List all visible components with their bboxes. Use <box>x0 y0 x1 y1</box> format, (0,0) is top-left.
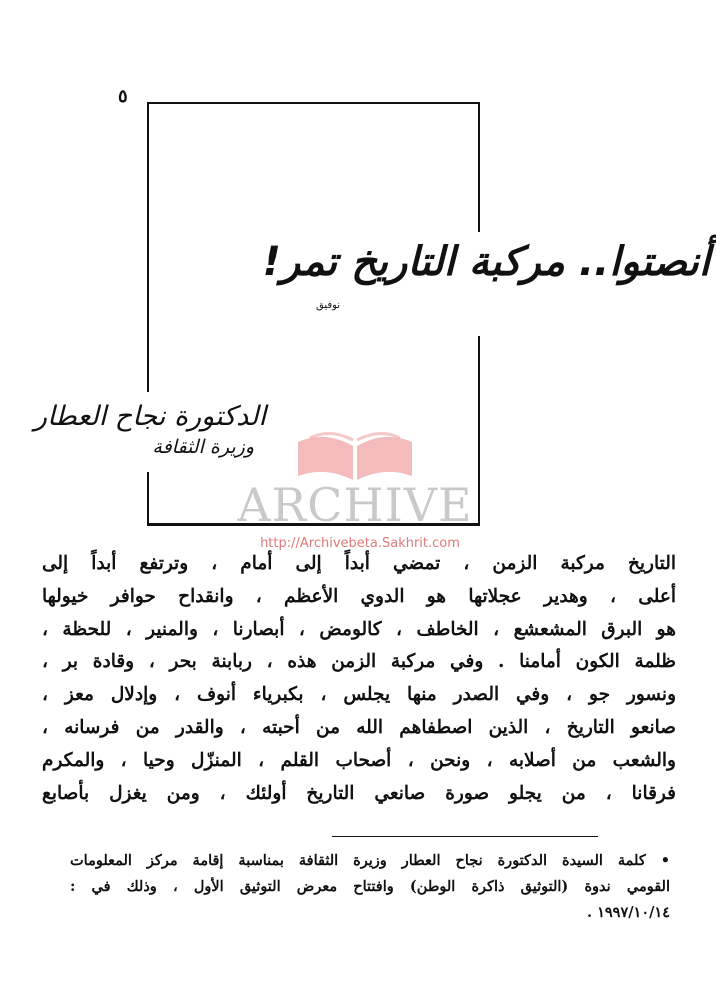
footnote-line: القومي ندوة (التوثيق ذاكرة الوطن) وافتتاح معرض التوثيق الأول ، وذلك في : <box>70 878 670 895</box>
watermark-book-left <box>298 437 353 480</box>
body-line: صانعو التاريخ ، الذين اصطفاهم الله من أحبته ، والقدر من فرسانه ، <box>42 716 676 738</box>
watermark-text: ARCHIVE <box>237 478 473 532</box>
watermark-book-icon <box>290 424 420 484</box>
body-line: والشعب من أصلابه ، ونحن ، أصحاب القلم ، المنزّل وحيا ، والمكرم <box>42 749 676 771</box>
footnote-line: • كلمة السيدة الدكتورة نجاح العطار وزيرة الثقافة بمناسبة إقامة مركز المعلومات <box>70 852 670 869</box>
watermark-url[interactable]: http://Archivebeta.Sakhrit.com <box>260 536 460 551</box>
footnote-line: ١٩٩٧/١٠/١٤ . <box>586 904 670 921</box>
body-line: فرقانا ، من يجلو صورة صانعي التاريخ أولئك ، ومن يغزل بأصابع <box>42 782 676 804</box>
body-line: التاريخ مركبة الزمن ، تمضي أبداً إلى أمام ، وترتفع أبداً إلى <box>42 553 676 574</box>
body-line: هو البرق المشعشع ، الخاطف ، كالومض ، أبصارنا ، والمنير ، للحظة ، <box>42 618 676 640</box>
title-signature: نوفيق <box>316 300 341 311</box>
author-name: الدكتورة نجاح العطار <box>34 401 266 432</box>
body-line: أعلى ، وهدير عجلاتها هو الدوي الأعظم ، وانقداح حوافر خيولها <box>42 585 676 607</box>
author-role: وزيرة الثقافة <box>152 436 254 458</box>
body-line: ظلمة الكون أمامنا . وفي مركبة الزمن هذه ، ربابنة بحر ، وقادة بر ، <box>42 651 676 673</box>
author-block <box>36 400 266 460</box>
footnote <box>70 848 670 926</box>
footnote-rule <box>332 836 598 837</box>
article-title: أنصتوا.. مركبة التاريخ تمر! <box>262 239 710 285</box>
body-line: ونسور جو ، وفي الصدر منها يجلس ، بكبرياء أنوف ، وإدلال معز ، <box>42 684 676 706</box>
page-number: ٥ <box>118 86 128 107</box>
watermark-book-right <box>357 437 412 480</box>
body-text <box>42 548 676 810</box>
